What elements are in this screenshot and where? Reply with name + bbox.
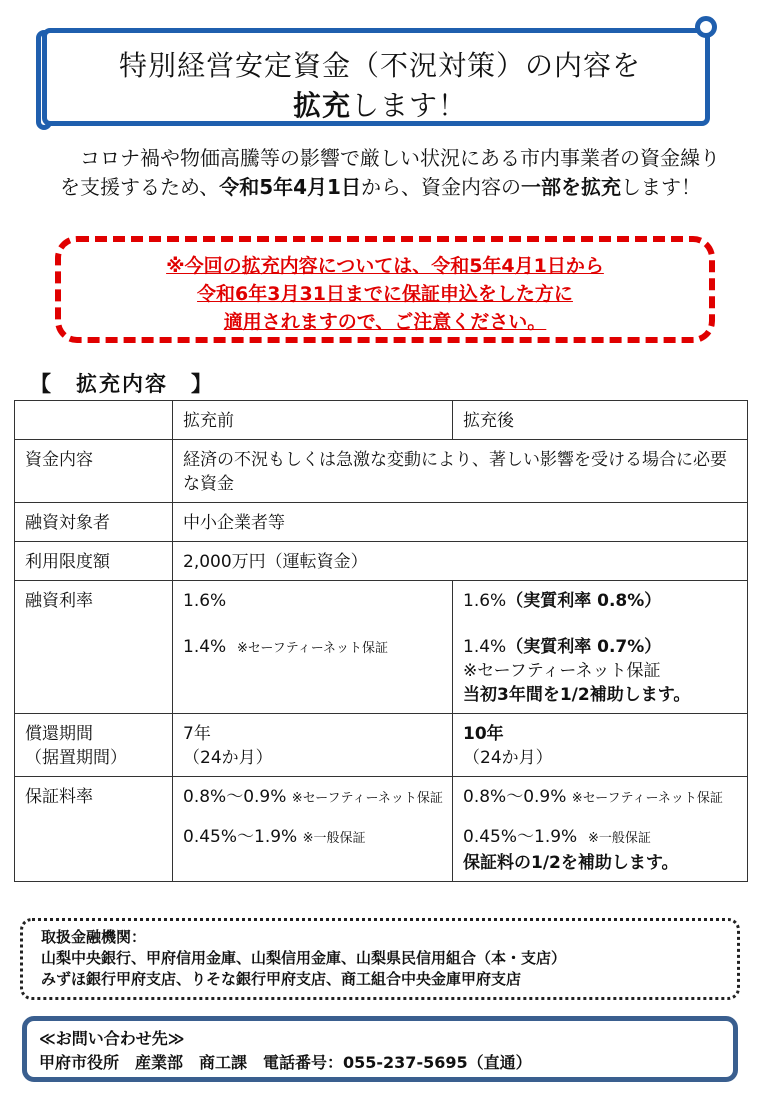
term-after-2: （24か月） (463, 748, 553, 768)
section-heading: 【 拡充内容 】 (30, 372, 214, 396)
table-row (15, 440, 748, 503)
term-label-1: 償還期間 (25, 724, 93, 744)
limit-value: 2,000万円（運転資金） (173, 542, 748, 581)
table-row (15, 777, 748, 882)
rate-after-1-real: （実質利率 0.8%） (506, 591, 662, 611)
fee-before-1-line (183, 785, 444, 811)
fee-after-cell (453, 777, 748, 882)
row-label-limit: 利用限度額 (15, 542, 173, 581)
intro-partial-expansion: 一部を拡充 (520, 175, 621, 199)
comparison-table (14, 400, 748, 882)
rate-after-subsidy: 当初3年間を1/2補助します。 (463, 685, 691, 705)
rate-after-2-real: （実質利率 0.7%） (506, 637, 662, 657)
term-before-1: 7年 (183, 724, 211, 744)
notice-line3: 適用されますので、ご注意ください。 (223, 311, 547, 333)
contact-line: 甲府市役所 産業部 商工課 電話番号：055-237-5695（直通） (39, 1053, 532, 1072)
contact-heading: ≪お問い合わせ先≫ (39, 1029, 185, 1048)
fee-after-1-note: ※セーフティーネット保証 (571, 791, 723, 806)
fee-after-1-line (463, 785, 739, 811)
rate-before-2-note: ※セーフティーネット保証 (237, 641, 389, 656)
rate-before-cell (173, 581, 453, 714)
rate-after-1-line (463, 589, 739, 613)
rate-after-note: ※セーフティーネット保証 (463, 661, 661, 681)
table-row (15, 714, 748, 777)
row-label-target: 融資対象者 (15, 503, 173, 542)
banks-heading: 取扱金融機関： (41, 928, 147, 946)
page-title-line1: 特別経営安定資金（不況対策）の内容を (118, 49, 641, 82)
page-title-line2 (0, 84, 760, 124)
table-row (15, 542, 748, 581)
rate-before-1: 1.6% (183, 591, 227, 611)
term-after-1: 10年 (463, 724, 504, 744)
intro-text-1: コロナ禍や物価高騰等の影響で厳しい状況にある市内事業者の資金繰りを支援するため、 (60, 146, 720, 199)
fee-before-cell (173, 777, 453, 882)
fee-before-1-note: ※セーフティーネット保証 (291, 791, 443, 806)
fee-before-1: 0.8%～0.9% (183, 787, 287, 807)
intro-text-3: します！ (620, 175, 701, 199)
banner-scroll-curl (695, 16, 717, 38)
rate-after-cell (453, 581, 748, 714)
term-after-cell (453, 714, 748, 777)
fee-before-2: 0.45%～1.9% (183, 827, 298, 847)
banks-line1: 山梨中央銀行、甲府信用金庫、山梨信用金庫、山梨県民信用組合（本・支店） (41, 949, 567, 967)
intro-text-2: から、資金内容の (360, 175, 521, 199)
intro-date: 令和5年4月1日 (219, 175, 361, 199)
fee-before-2-note: ※一般保証 (302, 831, 366, 846)
table-row (15, 581, 748, 714)
contact-box (22, 1016, 738, 1082)
rate-after-2-line (463, 635, 739, 659)
header-before: 拡充前 (173, 401, 453, 440)
rate-before-2-line (183, 635, 444, 661)
row-label-funds: 資金内容 (15, 440, 173, 503)
row-label-fee: 保証料率 (15, 777, 173, 882)
fee-after-1: 0.8%～0.9% (463, 787, 567, 807)
table-row (15, 503, 748, 542)
fee-after-2-line (463, 825, 739, 851)
rate-after-2: 1.4% (463, 637, 507, 657)
title-bold-word: 拡充 (292, 89, 351, 122)
table-header-row (15, 401, 748, 440)
fee-after-2-note: ※一般保証 (588, 831, 651, 846)
term-label-2: （据置期間） (25, 748, 127, 768)
rate-after-1: 1.6% (463, 591, 507, 611)
fee-after-subsidy: 保証料の1/2を補助します。 (463, 853, 679, 873)
term-before-2: （24か月） (183, 748, 273, 768)
notice-line2: 令和6年3月31日までに保証申込をした方に (197, 283, 573, 305)
term-before-cell (173, 714, 453, 777)
fee-before-2-line (183, 825, 444, 851)
rate-before-2: 1.4% (183, 637, 227, 657)
header-after: 拡充後 (453, 401, 748, 440)
banks-line2: みずほ銀行甲府支店、りそな銀行甲府支店、商工組合中央金庫甲府支店 (41, 970, 522, 988)
banks-box (20, 918, 740, 1000)
fee-after-2: 0.45%～1.9% (463, 827, 578, 847)
row-label-term (15, 714, 173, 777)
funds-value: 経済の不況もしくは急激な変動により、著しい影響を受ける場合に必要な資金 (173, 440, 748, 503)
target-value: 中小企業者等 (173, 503, 748, 542)
intro-paragraph (60, 144, 720, 202)
title-rest: します！ (351, 89, 468, 122)
row-label-rate: 融資利率 (15, 581, 173, 714)
notice-line1: ※今回の拡充内容については、令和5年4月1日から (166, 255, 604, 277)
table-corner-cell (15, 401, 173, 440)
notice-text (55, 252, 715, 336)
